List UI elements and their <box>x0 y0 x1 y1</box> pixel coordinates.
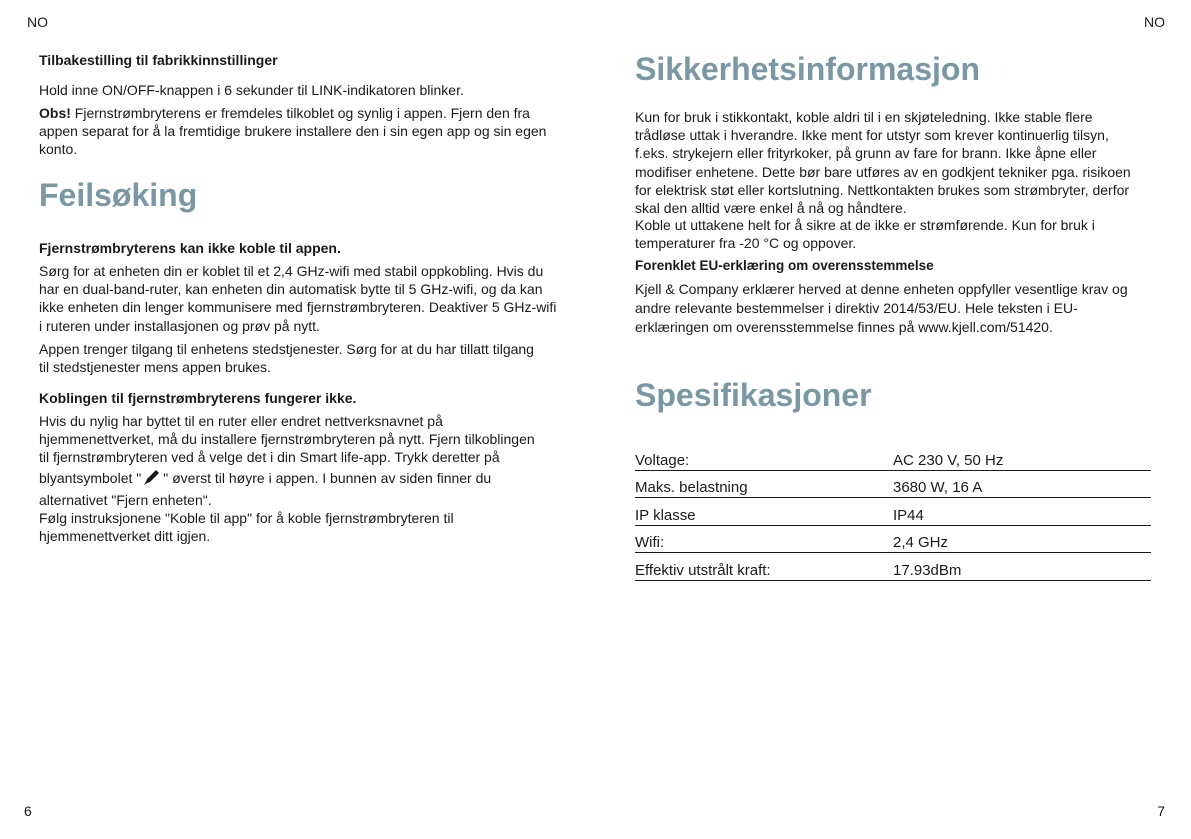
troubleshooting-title: Feilsøking <box>39 177 198 213</box>
specifications-title: Spesifikasjoner <box>635 377 872 413</box>
specifications-table <box>635 443 1151 581</box>
note-label: Obs! <box>39 105 71 121</box>
spec-label: IP klasse <box>635 498 893 526</box>
spec-value: 3680 W, 16 A <box>893 470 1151 498</box>
page-number-left: 6 <box>24 803 32 819</box>
follow-instructions-paragraph: Følg instruksjonene "Koble til app" for å koble fjernstrømbryteren til hjemmenettverket ditt igjen. <box>39 510 454 545</box>
connection-failed-heading: Koblingen til fjernstrømbryterens fungerer ikke. <box>39 390 357 406</box>
reinstall-paragraph <box>39 412 539 509</box>
safety-title: Sikkerhetsinformasjon <box>635 51 980 87</box>
factory-reset-note <box>39 104 559 159</box>
spec-label: Voltage: <box>635 443 893 470</box>
safety-paragraph: Kun for bruk i stikkontakt, koble aldri til i en skjøteledning. Ikke stable flere trådløse uttak i hverandre. Ikke ment for utstyr som krever kontinuerlig tilsyn, f.eks. strykejern eller frityrkoker, på grunn av fare for brann. Ikke åpne eller modifiser enhetene. Dette bør bare utføres av en godkjent tekniker pga. risikoen for elektrisk støt eller kortslutning. Nettkontakten brukes som strømbryter, derfor skal den alltid være enkel å nå og håndtere. <box>635 109 1131 217</box>
reinstall-text-b: " øverst til høyre i appen. I bunnen av siden finner du alternativet "Fjern enheten". <box>39 469 492 508</box>
spec-value: IP44 <box>893 498 1151 526</box>
spec-label: Maks. belastning <box>635 470 893 498</box>
note-text: Fjernstrømbryterens er fremdeles tilkoblet og synlig i appen. Fjern den fra appen separat for å la fremtidige brukere installere den i sin egen app og sin egen konto. <box>39 105 547 158</box>
eu-declaration-heading: Forenklet EU-erklæring om overensstemmelse <box>635 258 934 273</box>
spec-row <box>635 553 1151 581</box>
spec-value: 17.93dBm <box>893 553 1151 581</box>
spec-row <box>635 470 1151 498</box>
pencil-icon <box>142 467 162 491</box>
reinstall-text-a: Hvis du nylig har byttet til en ruter eller endret nettverksnavnet på hjemmenettverket, må du installere fjernstrømbryteren på nytt. Fjern tilkoblingen til fjernstrømbryteren ved å velge det i din Smart life-app. Trykk deretter på blyantsymbolet " <box>39 413 535 486</box>
location-services-paragraph: Appen trenger tilgang til enhetens stedstjenester. Sørg for at du har tillatt tilgang til stedstjenester mens appen brukes. <box>39 341 534 376</box>
language-label-right: NO <box>1144 14 1165 30</box>
spec-label: Wifi: <box>635 525 893 553</box>
cannot-connect-heading: Fjernstrømbryterens kan ikke koble til appen. <box>39 240 341 256</box>
factory-reset-heading: Tilbakestilling til fabrikkinnstillinger <box>39 52 278 68</box>
spec-label: Effektiv utstrålt kraft: <box>635 553 893 581</box>
spec-row <box>635 498 1151 526</box>
eu-declaration-text: Kjell & Company erklærer herved at denne enheten oppfyller vesentlige krav og andre relevante bestemmelser i direktiv 2014/53/EU. Hele teksten i EU-erklæringen om overensstemmelse finnes på www.kjell.com/51420. <box>635 281 1128 335</box>
language-label-left: NO <box>27 14 48 30</box>
disconnect-paragraph: Koble ut uttakene helt for å sikre at de ikke er strømførende. Kun for bruk i temperaturer fra -20 °C og oppover. <box>635 217 1095 252</box>
spec-value: 2,4 GHz <box>893 525 1151 553</box>
spec-row <box>635 443 1151 470</box>
page-number-right: 7 <box>1157 803 1165 819</box>
spec-row <box>635 525 1151 553</box>
factory-reset-instruction: Hold inne ON/OFF-knappen i 6 sekunder til LINK-indikatoren blinker. <box>39 82 464 98</box>
spec-value: AC 230 V, 50 Hz <box>893 443 1151 470</box>
wifi-advice-paragraph: Sørg for at enheten din er koblet til et 2,4 GHz-wifi med stabil oppkobling. Hvis du har en dual-band-ruter, kan enheten din automatisk bytte til 5 GHz-wifi, og da kan ikke enheten din lenger kommunisere med fjernstrømbryteren. Deaktiver 5 GHz-wifi i ruteren under installasjonen og prøv på nytt. <box>39 263 557 334</box>
